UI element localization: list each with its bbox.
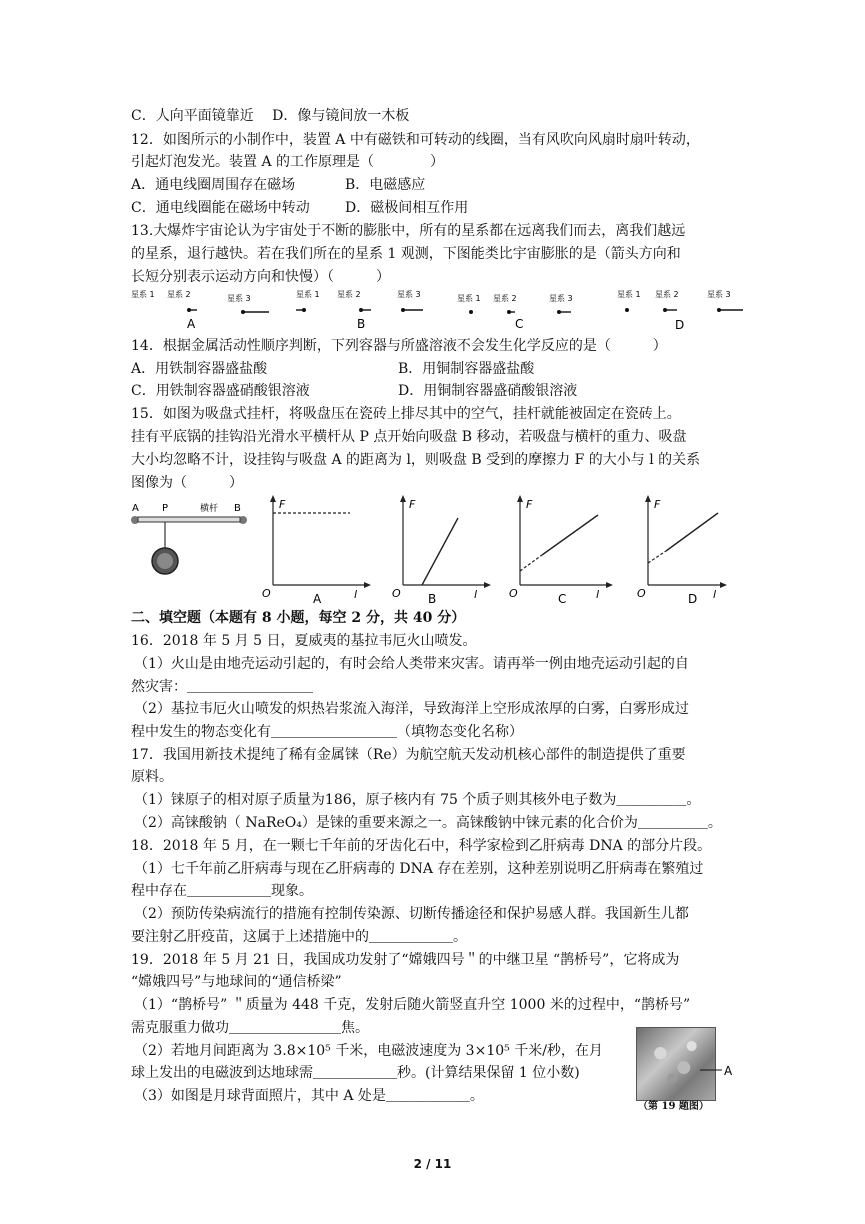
galaxy-label: 星系 2 bbox=[493, 294, 517, 303]
galaxy-label: 星系 1 bbox=[457, 294, 481, 303]
q19-part3: （3）如图是月球背面照片，其中 A 处是＿＿＿＿＿＿。 bbox=[134, 1088, 484, 1104]
galaxy-label: 星系 1 bbox=[296, 290, 320, 299]
q18-part2: （2）预防传染病流行的措施有控制传染源、切断传播途径和保护易感人群。我国新生儿都 bbox=[134, 906, 689, 922]
section-heading: 二、填空题（本题有 8 小题，每空 2 分，共 40 分） bbox=[131, 610, 466, 626]
rod bbox=[138, 517, 240, 522]
device-label-rod: 横杆 bbox=[200, 504, 219, 514]
option-label: C bbox=[515, 317, 524, 331]
q12-option-d: D．磁极间相互作用 bbox=[345, 200, 469, 216]
axis-l: l bbox=[596, 588, 600, 601]
graph-label: C bbox=[558, 592, 567, 603]
graph-line bbox=[542, 515, 598, 555]
q14-option-b: B．用铜制容器盛盐酸 bbox=[398, 361, 535, 377]
option-label: D bbox=[675, 318, 685, 332]
axis-f: F bbox=[526, 498, 533, 511]
figure-caption: （第 19 题图） bbox=[638, 1101, 709, 1112]
graph-label: B bbox=[428, 592, 437, 603]
q19-part2: （2）若地月间距离为 3.8×10⁵ 千米，电磁波速度为 3×10⁵ 千米/秒，在月 bbox=[134, 1043, 603, 1059]
frying-pan-inner bbox=[157, 553, 173, 569]
axis-f: F bbox=[654, 498, 661, 511]
q17-part1: （1）铼原子的相对原子质量为186，原子核内有 75 个质子则其核外电子数为＿＿＿＿＿。 bbox=[134, 792, 701, 808]
q13-stem: 13.大爆炸宇宙论认为宇宙处于不断的膨胀中，所有的星系都在远离我们而去，离我们越远 bbox=[131, 223, 686, 239]
axis-l: l bbox=[474, 588, 478, 601]
q13-stem-cont: 的星系，退行越快。若在我们所在的星系 1 观测，下图能类比宇宙膨胀的是（箭头方向和 bbox=[131, 246, 681, 262]
q14-option-a: A．用铁制容器盛盐酸 bbox=[131, 361, 268, 377]
q15-graph-a bbox=[262, 495, 371, 603]
q14-stem: 14．根据金属活动性顺序判断，下列容器与所盛溶液不会发生化学反应的是（ ） bbox=[131, 338, 667, 354]
suction-hook-device bbox=[131, 502, 247, 574]
q12-option-c: C．通电线圈能在磁场中转动 bbox=[131, 200, 310, 216]
galaxy-dot bbox=[625, 308, 629, 312]
axis-l: l bbox=[354, 588, 358, 601]
q15-graph-d bbox=[637, 495, 727, 603]
q18-stem: 18．2018 年 5 月，在一颗七千年前的牙齿化石中，科学家检到乙肝病毒 DNA 的部分片段。 bbox=[131, 838, 712, 854]
q19-stem: 19．2018 年 5 月 21 日，我国成功发射了“嫦娥四号＂的中继卫星 “鹊桥号”，它将成为 bbox=[131, 952, 680, 968]
q15-figure bbox=[128, 493, 728, 603]
axis-f: F bbox=[279, 498, 286, 511]
q13-group-d bbox=[617, 289, 743, 332]
q12-option-a: A．通电线圈周围存在磁场 bbox=[131, 177, 296, 193]
axis-f: F bbox=[409, 498, 416, 511]
q12-stem: 12．如图所示的小制作中，装置 A 中有磁铁和可转动的线圈，当有风吹向风扇时扇叶转动， bbox=[131, 132, 700, 148]
origin: O bbox=[637, 587, 646, 600]
q11-option-cd: C．人向平面镜靠近 D．像与镜间放一木板 bbox=[131, 108, 410, 124]
moon-pointer bbox=[700, 1062, 750, 1082]
q16-part1: （1）火山是由地壳运动引起的，有时会给人类带来灾害。请再举一例由地壳运动引起的自 bbox=[134, 656, 689, 672]
moon-point-label: A bbox=[724, 1064, 733, 1078]
q13-group-a bbox=[131, 289, 269, 331]
galaxy-label: 星系 1 bbox=[131, 290, 155, 299]
q18-part1-blank: 程中存在＿＿＿＿＿＿现象。 bbox=[131, 883, 313, 899]
q18-part2-blank: 要注射乙肝疫苗，这属于上述措施中的＿＿＿＿＿＿。 bbox=[131, 929, 467, 945]
galaxy-dot bbox=[469, 310, 473, 314]
galaxy-label: 星系 1 bbox=[617, 290, 641, 299]
graph-label: A bbox=[313, 592, 322, 603]
origin: O bbox=[262, 587, 271, 600]
q16-part1-blank: 然灾害：＿＿＿＿＿＿＿＿＿ bbox=[131, 679, 313, 695]
origin: O bbox=[509, 587, 518, 600]
q15-stem-cont: 挂有平底锅的挂钩沿光滑水平横杆从 P 点开始向吸盘 B 移动，若吸盘与横杆的重力、吸盘 bbox=[131, 429, 687, 445]
q12-option-b: B．电磁感应 bbox=[345, 177, 426, 193]
q15-stem: 15．如图为吸盘式挂杆，将吸盘压在瓷砖上排尽其中的空气，挂杆就能被固定在瓷砖上。 bbox=[131, 406, 681, 422]
q16-part2: （2）基拉韦厄火山喷发的炽热岩浆流入海洋，导致海洋上空形成浓厚的白雾，白雾形成过 bbox=[134, 701, 689, 717]
option-label: A bbox=[187, 317, 196, 331]
graph-line bbox=[666, 513, 718, 551]
galaxy-label: 星系 2 bbox=[655, 290, 679, 299]
graph-line bbox=[422, 518, 458, 585]
device-label-p: P bbox=[162, 503, 169, 514]
q17-stem-cont: 原料。 bbox=[131, 769, 173, 785]
q19-part1: （1）“鹊桥号” ＂质量为 448 千克，发射后随火箭竖直升空 1000 米的过程中，“鹊桥号” bbox=[134, 997, 691, 1013]
q15-stem-cont2: 大小均忽略不计，设挂钩与吸盘 A 的距离为 l，则吸盘 B 受到的摩擦力 F 的大小与 l 的关系 bbox=[131, 452, 701, 468]
q15-graph-c bbox=[509, 495, 613, 603]
galaxy-label: 星系 3 bbox=[397, 290, 421, 299]
q13-group-c bbox=[457, 293, 573, 331]
q14-option-c: C．用铁制容器盛硝酸银溶液 bbox=[131, 383, 310, 399]
galaxy-label: 星系 3 bbox=[707, 290, 731, 299]
q16-stem: 16．2018 年 5 月 5 日，夏威夷的基拉韦厄火山喷发。 bbox=[131, 633, 477, 649]
q17-stem: 17．我国用新技术提纯了稀有金属铼（Re）为航空航天发动机核心部件的制造提供了重要 bbox=[131, 747, 686, 763]
q13-stem-cont2: 长短分别表示运动方向和快慢）（ ） bbox=[131, 269, 390, 285]
axis-l: l bbox=[713, 588, 717, 601]
q19-part2-cont: 球上发出的电磁波到达地球需＿＿＿＿＿＿秒。(计算结果保留 1 位小数) bbox=[131, 1065, 580, 1081]
galaxy-label: 星系 3 bbox=[549, 294, 573, 303]
q15-graph-b bbox=[392, 495, 491, 603]
device-label-b: B bbox=[234, 503, 241, 514]
q19-part1-blank: 需克服重力做功＿＿＿＿＿＿＿＿焦。 bbox=[131, 1020, 369, 1036]
device-label-a: A bbox=[132, 503, 139, 514]
q13-group-b bbox=[296, 289, 423, 331]
q18-part1: （1）七千年前乙肝病毒与现在乙肝病毒的 DNA 存在差别，这种差别说明乙肝病毒在繁殖过 bbox=[134, 861, 704, 877]
graph-label: D bbox=[688, 592, 698, 603]
q17-part2: （2）高铼酸钠（ NaReO₄）是铼的重要来源之一。高铼酸钠中铼元素的化合价为＿＿＿＿＿。 bbox=[134, 815, 722, 831]
q16-part2-blank: 程中发生的物态变化有＿＿＿＿＿＿＿＿＿（填物态变化名称） bbox=[131, 724, 523, 740]
galaxy-label: 星系 3 bbox=[227, 294, 251, 303]
q12-stem-cont: 引起灯泡发光。装置 A 的工作原理是（ ） bbox=[131, 154, 445, 170]
galaxy-label: 星系 2 bbox=[337, 290, 361, 299]
q15-stem-cont3: 图像为（ ） bbox=[131, 475, 243, 491]
q14-option-d: D．用铜制容器盛硝酸银溶液 bbox=[398, 383, 578, 399]
origin: O bbox=[392, 587, 401, 600]
option-label: B bbox=[357, 317, 366, 331]
q13-galaxy-figure bbox=[131, 288, 751, 336]
page-number: 2 / 11 bbox=[413, 1157, 452, 1171]
q19-stem-cont: “嫦娥四号”与地球间的“通信桥梁” bbox=[131, 974, 342, 990]
galaxy-label: 星系 2 bbox=[167, 290, 191, 299]
